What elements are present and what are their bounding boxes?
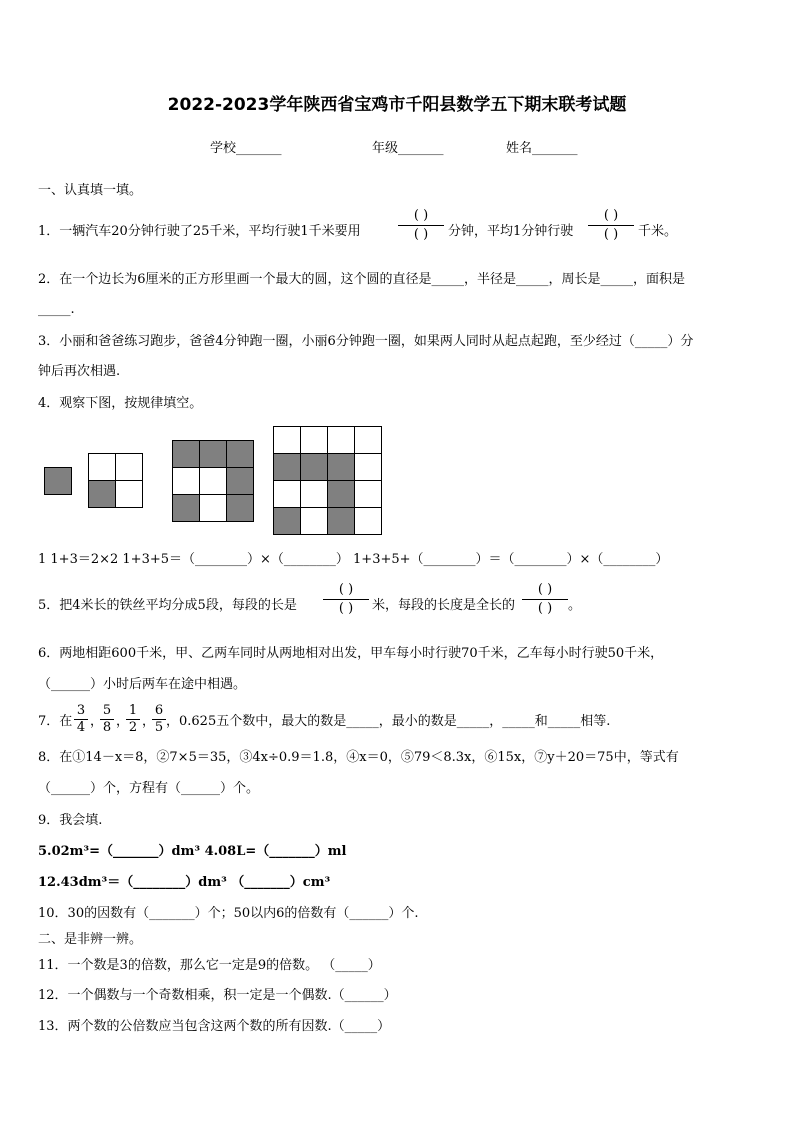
grid-cell	[300, 480, 328, 508]
q9-line-1: 5.02m³=（_______）dm³ 4.08L=（_______）ml	[38, 844, 347, 859]
q3-line-2: 钟后再次相遇.	[38, 364, 121, 379]
school-field: 学校_______	[210, 141, 282, 156]
q8-line-2: （______）个，方程有（______）个。	[38, 781, 260, 796]
section-1-heading: 一、认真填一填。	[38, 183, 143, 198]
q5-frac2-den: ( )	[537, 601, 553, 616]
grid-cell	[354, 507, 382, 535]
q1-text-a: 1．一辆汽车20分钟行驶了25千米，平均行驶1千米要用	[38, 224, 361, 239]
grade-field: 年级_______	[372, 141, 444, 156]
grid-cell	[44, 467, 72, 495]
q1-fraction-blank-2	[588, 208, 634, 243]
q5-text-c: 。	[568, 598, 582, 613]
q10-text: 10．30的因数有（_______）个；50以内6的倍数有（______）个.	[38, 906, 419, 921]
q7-frac4-den: 5	[154, 720, 164, 735]
q7-fraction-3	[126, 704, 140, 735]
q12-text: 12．一个偶数与一个奇数相乘，积一定是一个偶数.（______）	[38, 988, 397, 1003]
q7-frac3-num: 1	[128, 703, 138, 718]
q7-frac1-den: 4	[76, 720, 86, 735]
q1-frac1-num: ( )	[413, 208, 429, 223]
q1-frac2-den: ( )	[603, 227, 619, 242]
q9-line-2: 12.43dm³＝（________）dm³ （_______）cm³	[38, 875, 331, 890]
grid-cell	[115, 480, 143, 508]
grid-cell	[115, 453, 143, 481]
grid-cell	[300, 507, 328, 535]
q7-frac4-num: 6	[154, 703, 164, 718]
q7-fraction-2	[100, 704, 114, 735]
grid-cell	[273, 480, 301, 508]
q6-line-2: （______）小时后两车在途中相遇。	[38, 677, 247, 692]
q9-text: 9．我会填.	[38, 813, 103, 828]
q2-line-1: 2．在一个边长为6厘米的正方形里画一个最大的圆，这个圆的直径是_____，半径是_____，周长是_____，面积是	[38, 272, 686, 287]
grid-cell	[300, 453, 328, 481]
grid-cell	[354, 426, 382, 454]
grid-cell	[327, 480, 355, 508]
q7-fraction-1	[74, 704, 88, 735]
q5-text-a: 5．把4米长的铁丝平均分成5段，每段的长是	[38, 598, 297, 613]
q2-line-2: _____.	[38, 302, 75, 317]
pattern-figure-2	[88, 453, 143, 508]
grid-cell	[226, 494, 254, 522]
grid-cell	[273, 426, 301, 454]
q13-text: 13．两个数的公倍数应当包含这两个数的所有因数.（_____）	[38, 1019, 391, 1034]
q7-text-a: 7．在	[38, 714, 73, 729]
q4-text: 4．观察下图，按规律填空。	[38, 396, 203, 411]
page-title: 2022-2023学年陕西省宝鸡市千阳县数学五下期末联考试题	[167, 95, 627, 115]
q7-frac2-num: 5	[102, 703, 112, 718]
exam-page: 2022-2023学年陕西省宝鸡市千阳县数学五下期末联考试题 学校_______ 年级_______ 姓名_______ 一、认真填一填。 1．一辆汽车20分钟行驶了25千米，平均行驶1千米要用 ( ) ( ) 分钟，平均1分钟行驶 ( ) ( ) 千米。 2．在一个边长为6厘米的正方形里画一个最大的圆，这个圆的直径是_____，半径是_____，周长是_____，面积是 _____. 3．小丽和爸爸练习跑步，爸爸4分钟跑一圈，小丽6分钟跑一圈，如果两人同时从起点起跑，至少经过（_____）分 钟后再次相遇. 4．观察下图，按规律填空。 1 1+3＝2×2 1+3+5＝（________）×（________） 1+3+5+（________）＝（________）×（________） 5．把4米长的铁丝平均分成5段，每段的长是 ( ) ( ) 米，每段的长度是全长的 ( ) ( ) 。 6．两地相距600千米，甲、乙两车同时从两地相对出发，甲车每小时行驶70千米，乙车每小时行驶50千米， （______）小时后两车在途中相遇。 7．在 3 4 ， 5 8 ， 1 2 ， 6 5 ，0.625五个数中，最大的数是_____，最小的数是_____，_____和_____相等. 8．在①14－x＝8，②7×5＝35，③4x÷0.9＝1.8，④x＝0，⑤79＜8.3x，⑥15x，⑦y＋20＝75中，等式有 （______）个，方程有（______）个。 9．我会填. 5.02m³=（_______）dm³ 4.08L=（_______）ml 12.43dm³＝（________）dm³ （_______）cm³ 10．30的因数有（_______）个；50以内6的倍数有（______）个. 二、是非辨一辨。 11．一个数是3的倍数，那么它一定是9的倍数。 （_____） 12．一个偶数与一个奇数相乘，积一定是一个偶数.（______） 13．两个数的公倍数应当包含这两个数的所有因数.（_____）	[0, 0, 794, 1123]
pattern-figure-3	[172, 440, 254, 522]
name-field: 姓名_______	[506, 141, 578, 156]
section-2-heading: 二、是非辨一辨。	[38, 932, 143, 947]
grid-cell	[199, 467, 227, 495]
q5-frac1-num: ( )	[338, 582, 354, 597]
pattern-figure-1	[44, 467, 72, 495]
grid-cell	[199, 440, 227, 468]
grid-cell	[172, 440, 200, 468]
q8-line-1: 8．在①14－x＝8，②7×5＝35，③4x÷0.9＝1.8，④x＝0，⑤79＜8.3x，⑥15x，⑦y＋20＝75中，等式有	[38, 750, 679, 765]
pattern-figure-4	[273, 426, 382, 535]
q1-fraction-blank-1	[398, 208, 444, 243]
grid-cell	[300, 426, 328, 454]
q4-equations: 1 1+3＝2×2 1+3+5＝（________）×（________） 1+3+5+（________）＝（________）×（________）	[38, 552, 669, 567]
grid-cell	[172, 494, 200, 522]
q7-text-b: ，0.625五个数中，最大的数是_____，最小的数是_____，_____和_____相等.	[166, 714, 611, 729]
q1-text-c: 千米。	[638, 224, 678, 239]
grid-cell	[354, 453, 382, 481]
q1-frac2-num: ( )	[603, 208, 619, 223]
q7-fraction-4	[152, 704, 166, 735]
q11-text: 11．一个数是3的倍数，那么它一定是9的倍数。 （_____）	[38, 958, 381, 973]
q7-frac3-den: 2	[128, 720, 138, 735]
q3-line-1: 3．小丽和爸爸练习跑步，爸爸4分钟跑一圈，小丽6分钟跑一圈，如果两人同时从起点起跑，至少经过（_____）分	[38, 334, 694, 349]
grid-cell	[327, 507, 355, 535]
q5-text-b: 米，每段的长度是全长的	[372, 598, 516, 613]
q5-fraction-blank-1	[323, 582, 369, 617]
grid-cell	[273, 453, 301, 481]
q1-text-b: 分钟，平均1分钟行驶	[448, 224, 574, 239]
grid-cell	[273, 507, 301, 535]
q7-frac1-num: 3	[76, 703, 86, 718]
grid-cell	[88, 480, 116, 508]
q5-fraction-blank-2	[522, 582, 568, 617]
q5-frac2-num: ( )	[537, 582, 553, 597]
q5-frac1-den: ( )	[338, 601, 354, 616]
grid-cell	[327, 426, 355, 454]
grid-cell	[226, 440, 254, 468]
q7-frac2-den: 8	[102, 720, 112, 735]
grid-cell	[226, 467, 254, 495]
q1-frac1-den: ( )	[413, 227, 429, 242]
grid-cell	[199, 494, 227, 522]
q6-line-1: 6．两地相距600千米，甲、乙两车同时从两地相对出发，甲车每小时行驶70千米，乙车每小时行驶50千米，	[38, 646, 664, 661]
grid-cell	[354, 480, 382, 508]
grid-cell	[88, 453, 116, 481]
grid-cell	[327, 453, 355, 481]
grid-cell	[172, 467, 200, 495]
